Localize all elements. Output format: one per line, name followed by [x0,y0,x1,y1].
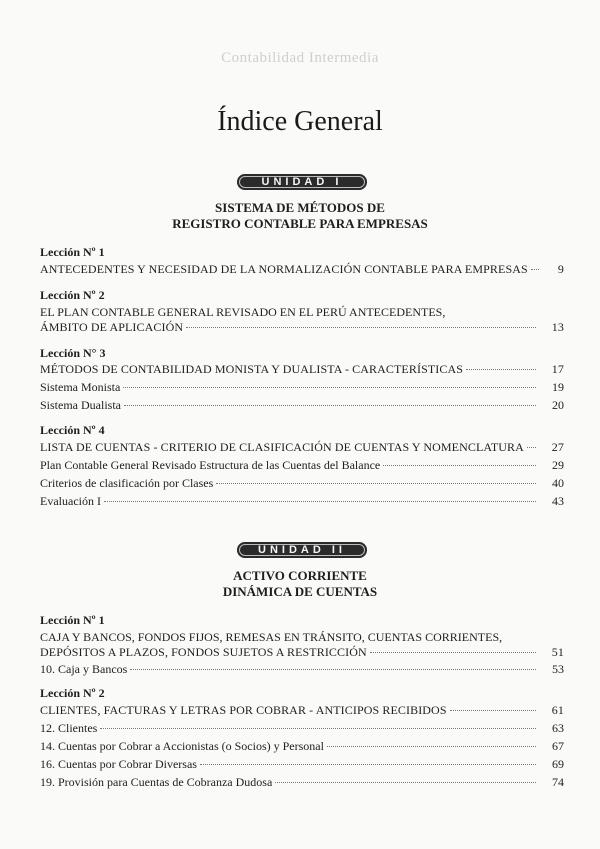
toc-entry[interactable] [40,662,564,677]
toc-entry-page: 9 [557,262,564,276]
toc-entry-page: 13 [551,320,564,334]
toc-entry[interactable] [40,440,564,455]
toc-entry[interactable] [40,476,564,491]
toc-entry[interactable] [40,380,564,395]
unit-title-line: SISTEMA DE MÉTODOS DE [215,200,385,215]
toc-entry-title: Evaluación I [40,494,101,508]
toc-entry[interactable] [40,320,564,335]
lesson-heading: Lección Nº 1 [40,245,105,259]
toc-entry-title: 10. Caja y Bancos [40,662,128,676]
toc-entry[interactable] [40,398,564,413]
toc-entry-title-line1: EL PLAN CONTABLE GENERAL REVISADO EN EL PERÚ ANTECEDENTES, [40,305,446,319]
lesson-heading: Lección Nº 2 [40,686,105,700]
toc-entry-title: ANTECEDENTES Y NECESIDAD DE LA NORMALIZACIÓN CONTABLE PARA EMPRESAS [40,262,528,276]
unit-badge: UNIDAD II [237,542,367,558]
dot-leader [327,746,536,747]
dot-leader [216,483,536,484]
toc-entry-title: Plan Contable General Revisado Estructura de las Cuentas del Balance [40,458,381,472]
toc-entry[interactable] [40,757,564,772]
toc-entry-title: LISTA DE CUENTAS - CRITERIO DE CLASIFICACIÓN DE CUENTAS Y NOMENCLATURA [40,440,524,454]
toc-entry[interactable] [40,494,564,509]
dot-leader [123,387,536,388]
toc-entry-title: Sistema Monista [40,380,121,394]
toc-entry-page: 63 [552,721,564,735]
unit-title-line: REGISTRO CONTABLE PARA EMPRESAS [172,216,428,231]
dot-leader [370,652,536,653]
toc-entry-title: Sistema Dualista [40,398,121,412]
toc-entry[interactable] [40,703,564,718]
toc-entry[interactable] [40,645,564,660]
toc-entry-page: 43 [552,494,564,508]
toc-entry[interactable] [40,775,564,790]
toc-entry-page: 20 [552,398,564,412]
toc-entry[interactable] [40,721,564,736]
dot-leader [450,710,536,711]
toc-entry[interactable] [40,362,564,377]
unit-title-line: ACTIVO CORRIENTE [233,568,367,583]
toc-entry-title: 12. Clientes [40,721,98,735]
page-title: Índice General [217,106,383,137]
lesson-heading: Lección Nº 1 [40,613,105,627]
toc-entry-title: DEPÓSITOS A PLAZOS, FONDOS SUJETOS A RESTRICCIÓN [40,645,367,659]
toc-entry-title: MÉTODOS DE CONTABILIDAD MONISTA Y DUALISTA - CARACTERÍSTICAS [40,362,464,376]
toc-entry-title: 14. Cuentas por Cobrar a Accionistas (o Socios) y Personal [40,739,324,753]
toc-entry[interactable] [40,739,564,754]
lesson-heading: Lección N° 3 [40,346,106,360]
toc-entry-page: 67 [552,739,564,753]
toc-entry-title-line1: CAJA Y BANCOS, FONDOS FIJOS, REMESAS EN TRÁNSITO, CUENTAS CORRIENTES, [40,630,503,644]
toc-entry-page: 61 [551,703,564,717]
toc-entry-page: 19 [552,380,564,394]
unit-badge: UNIDAD I [237,174,367,190]
toc-entry-page: 27 [551,440,564,454]
dot-leader [527,447,536,448]
dot-leader [200,764,536,765]
toc-entry-page: 29 [552,458,564,472]
dot-leader [275,782,536,783]
toc-entry-page: 74 [552,775,564,789]
toc-entry-title: 19. Provisión para Cuentas de Cobranza Dudosa [40,775,273,789]
running-header: Contabilidad Intermedia [221,50,379,66]
toc-entry-title: 16. Cuentas por Cobrar Diversas [40,757,197,771]
toc-entry[interactable] [40,458,564,473]
toc-entry-page: 53 [552,662,564,676]
dot-leader [186,327,536,328]
lesson-heading: Lección Nº 2 [40,288,105,302]
dot-leader [124,405,536,406]
toc-entry-page: 40 [552,476,564,490]
toc-entry[interactable] [40,262,564,277]
dot-leader [531,269,539,270]
dot-leader [104,501,536,502]
unit-title [0,200,600,232]
toc-entry-title: ÁMBITO DE APLICACIÓN [40,320,184,334]
dot-leader [466,369,536,370]
unit-title-line: DINÁMICA DE CUENTAS [222,584,378,599]
dot-leader [100,728,536,729]
unit-title [0,568,600,600]
toc-entry-page: 17 [551,362,564,376]
toc-entry-page: 69 [552,757,564,771]
lesson-heading: Lección Nº 4 [40,423,105,437]
toc-entry-title: Criterios de clasificación por Clases [40,476,214,490]
dot-leader [130,669,536,670]
toc-entry-title: CLIENTES, FACTURAS Y LETRAS POR COBRAR - ANTICIPOS RECIBIDOS [40,703,447,717]
toc-entry-page: 51 [551,645,564,659]
dot-leader [383,465,536,466]
